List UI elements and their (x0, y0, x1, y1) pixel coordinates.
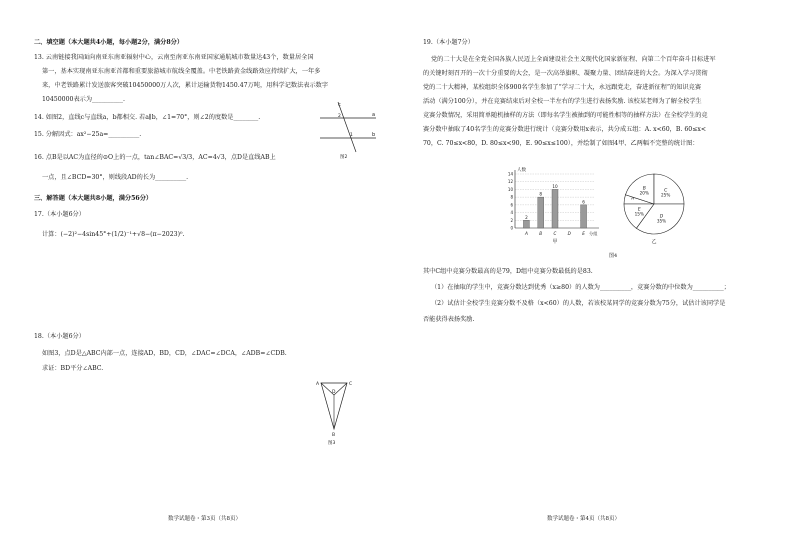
pie-chart-yi (619, 170, 689, 250)
q18-body: 如图3，点D是△ABC内部一点，连接AD，BD，CD，∠DAC=∠DCA，∠ADB=∠CDB. (42, 350, 287, 357)
pie-label-B: B (642, 186, 646, 192)
q13-line-4: 10450000表示为__________. (42, 96, 125, 103)
pie-label-E: E (637, 207, 641, 213)
q17-body: 计算：(−2)²−4sin45°+(1/2)⁻¹+√8−(π−2023)⁰. (42, 231, 185, 238)
label-angle-1: 1 (350, 133, 353, 138)
left-footer: 数学试题卷・第3页（共8页） (168, 516, 241, 522)
q15: 15. 分解因式：ax²−25a=__________. (34, 131, 142, 138)
bar-chart-jia (501, 166, 611, 250)
q13-line-2: 第一，基本实现南亚东南亚首都和重要旅游城市航线全覆盖。中老铁路黄金线路效应持续扩大，一年多 (42, 68, 321, 75)
x-tick-label-D: D (567, 231, 571, 236)
q17-head: 17.（本小题6分） (34, 211, 85, 218)
label-c: c (338, 102, 341, 108)
right-page (397, 0, 794, 544)
label-A: A (316, 382, 320, 387)
q14: 14. 如图2，直线c与直线a，b都相交. 若a∥b，∠1=70°，则∠2的度数是________. (34, 114, 261, 121)
q19-head: 19.（本小题7分） (423, 39, 474, 46)
bar-value-C: 10 (552, 183, 558, 189)
y-tick-label-10: 10 (507, 186, 513, 192)
figure-3 (315, 377, 355, 449)
pie-pct-C: 25% (661, 192, 671, 198)
y-tick-label-4: 4 (510, 210, 513, 216)
after-line-2: （1）在抽取的学生中，竞赛分数达到优秀（x≥80）的人数为__________，竞赛分数的中位数为__________； (431, 284, 730, 291)
x-tick-label-A: A (524, 231, 528, 236)
y-tick-label-12: 12 (507, 179, 513, 185)
q16-line-1: 16. 点B是以AC为直径的⊙O上的一点，tan∠BAC=√3/3，AC=4√3，点D是直线AB上 (34, 154, 276, 161)
q13-line-1: 13. 云南链接我国面向南亚东南亚辐射中心，云南至南亚东南亚国家通航城市数量达43个，数量居全国 (34, 54, 314, 61)
q19-line-2: 的关键时刻召开的一次十分重要的大会，是一次高举旗帜、凝聚力量、团结奋进的大会。为深入学习贯彻 (423, 70, 708, 77)
pie-pct-E: 15% (634, 211, 644, 217)
bar-value-E: 6 (582, 199, 585, 205)
origin-label: 0 (510, 225, 513, 231)
y-tick-label-8: 8 (510, 194, 513, 200)
label-b: b (372, 132, 376, 138)
figure-3-caption: 图3 (328, 441, 336, 446)
bar-C (552, 189, 558, 228)
y-tick-label-14: 14 (507, 171, 513, 177)
bar-B (538, 197, 544, 228)
q18-ask: 求证：BD平分∠ABC. (42, 365, 104, 372)
line-c (338, 102, 356, 152)
x-tick-label-E: E (582, 231, 585, 236)
pie-pct-B: 20% (639, 190, 649, 196)
q16-line-2: 一点，且∠BCD=30°，则线段AD的长为__________. (42, 174, 189, 181)
x-tick-label-B: B (539, 231, 543, 236)
bar-A (523, 220, 529, 228)
q19-line-5: 竞赛分数情况，采用简单随机抽样的方法（即每名学生被抽到的可能性相等的抽样方法）在全校学生的竞 (423, 112, 708, 119)
label-angle-2: 2 (338, 114, 341, 119)
pie-label-D: D (659, 214, 664, 220)
x-tick-label-C: C (553, 231, 557, 236)
q19-line-6: 赛分数中抽取了40名学生的竞赛分数进行统计（竞赛分数用x表示，共分成五组：A. x<60，B. 60≤x< (423, 126, 707, 133)
pie-slice-C (654, 174, 684, 204)
figure-4-caption: 图4 (609, 253, 618, 259)
y-axis-label: 人数 (517, 168, 526, 173)
bar-value-A: 2 (525, 214, 528, 220)
q19-line-4: 活动（满分100分），并在竞赛结束后对全校一半左右的学生进行表扬奖励. 该校某老师为了解全校学生 (423, 98, 702, 105)
q19-line-7: 70，C. 70≤x<80，D. 80≤x<90，E. 90≤x≤100），并绘制了如图4甲、乙两幅不完整的统计图： (423, 140, 699, 147)
q18-head: 18.（本小题6分） (34, 333, 85, 340)
pie-pct-D: 35% (656, 218, 667, 224)
label-B: B (332, 433, 336, 438)
label-a: a (372, 112, 376, 118)
bar-E (581, 205, 587, 228)
after-line-3: （2）试估计全校学生竞赛分数不及格（x<60）的人数，若该校某同学的竞赛分数为75分，试估计该同学是 (431, 300, 726, 307)
after-line-1: 其中C组中竞赛分数最高的是79，D组中竞赛分数最低的是83. (423, 268, 593, 275)
right-footer: 数学试题卷・第4页（共8页） (547, 516, 620, 522)
x-axis-label: 分组 (589, 231, 598, 236)
figure-2 (318, 100, 378, 160)
figure-2-caption: 图2 (340, 155, 348, 160)
y-tick-label-2: 2 (510, 217, 513, 223)
q19-line-1: 党的二十大是在全党全国各族人民迈上全面建设社会主义现代化国家新征程、向第二个百年奋斗目标进军 (431, 56, 716, 63)
y-tick-label-6: 6 (510, 202, 513, 208)
section3-heading: 三、解答题（本大题共8小题，满分56分） (34, 195, 153, 202)
label-D: D (332, 390, 336, 395)
after-line-4: 否能获得表扬奖励. (423, 316, 475, 323)
pie-label-C: C (664, 188, 668, 194)
label-C: C (349, 382, 353, 387)
bar-value-B: 8 (539, 191, 543, 197)
bar-chart-title: 甲 (552, 239, 558, 245)
section2-heading: 二、填空题（本大题共4小题，每小题2分，满分8分） (34, 39, 184, 46)
q19-line-3: 党的二十大精神，某校组织全体900名学生参加了“学习二十大，永远跟党走，奋进新征程”的知识竞赛 (423, 84, 702, 91)
pie-label-A: A (631, 196, 635, 202)
pie-chart-title: 乙 (651, 239, 657, 245)
q13-line-3: 来，中老铁路累计发送旅客突破10450000万人次，累计运输货物1450.47万吨，用科学记数法表示数字 (42, 82, 329, 89)
